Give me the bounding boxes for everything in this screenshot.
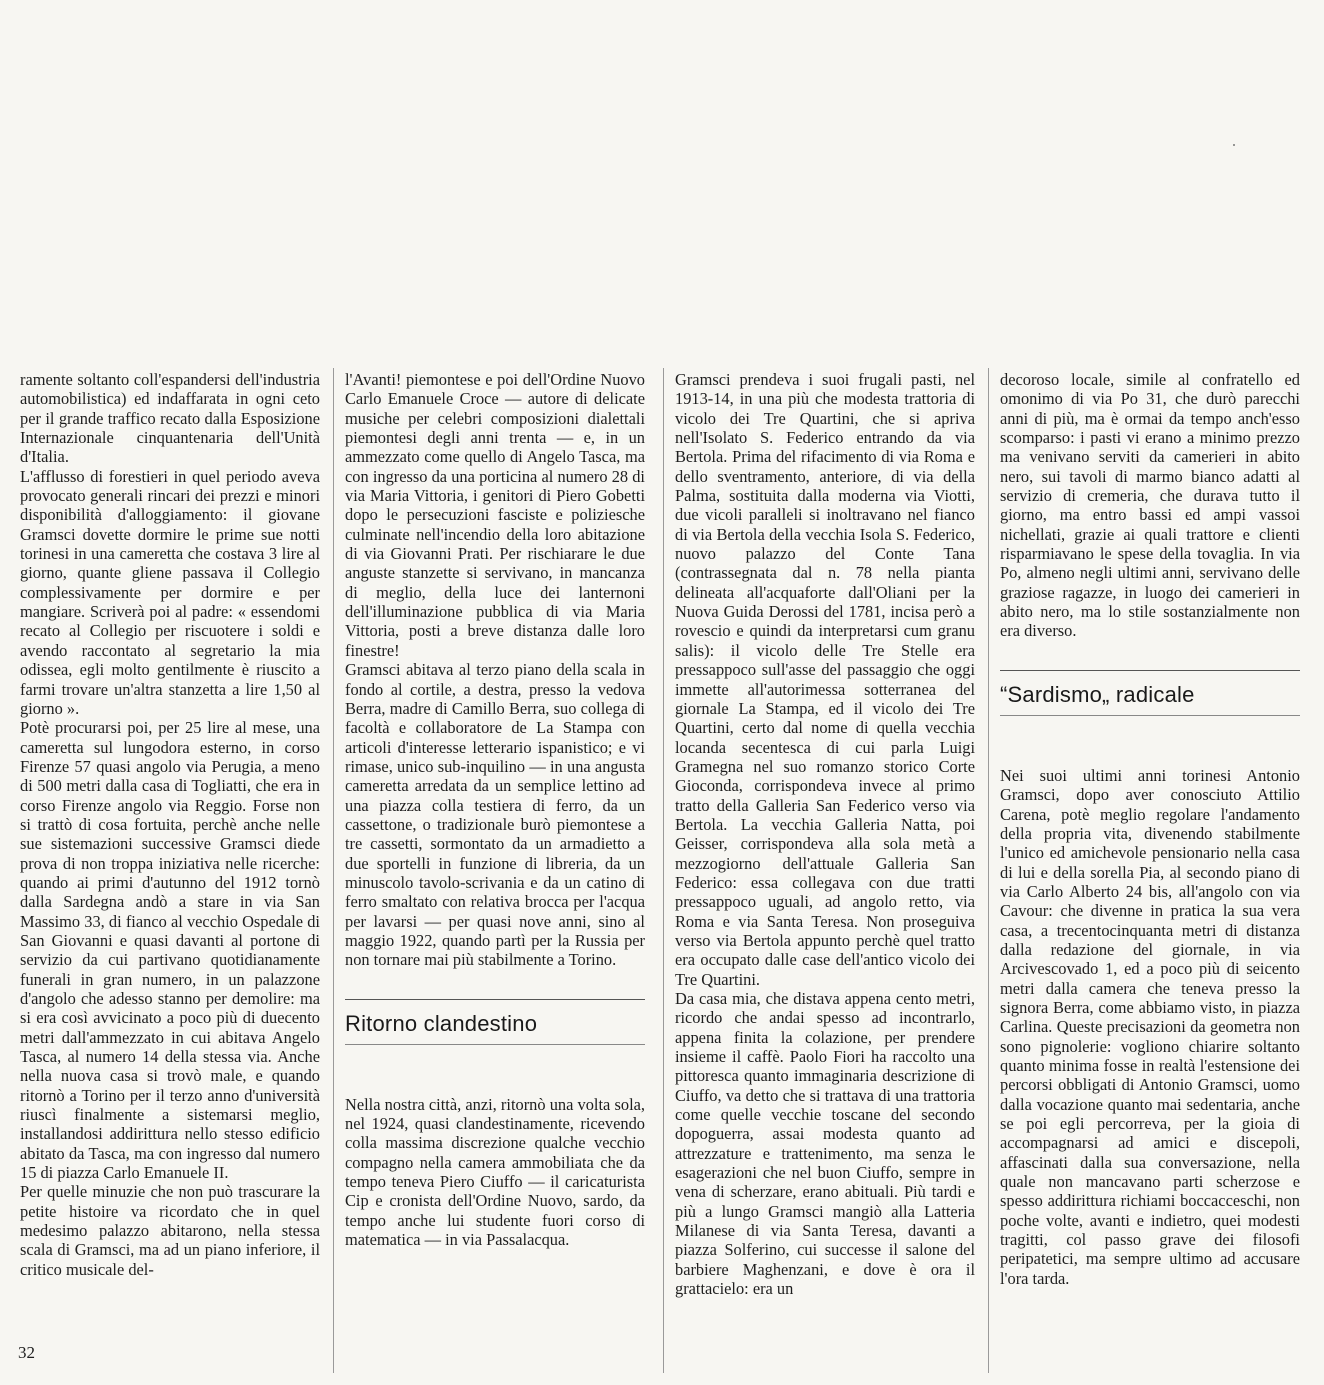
paragraph: decoroso locale, simile al confratello ed omonimo di via Po 31, che durò parecchi anni di più, ma è ormai da tempo anch'esso scomparso: i pasti vi erano a minimo prezzo ma venivano serviti da camerieri in abito nero, sui tavoli di marmo bianco adatti al servizio di cremeria, che durava tutto il giorno, ma entro bassi ed ampi vassoi nichellati, grazie ai quali trattore e clienti risparmiavano le spese della tovaglia. In via Po, almeno negli ultimi anni, servivano delle graziose ragazze, in luogo dei camerieri in abito nero, ma lo stile sostanzialmente non era diverso. [1000,370,1300,641]
section-heading-block [1000,670,1300,716]
column-4 [1000,370,1300,1288]
section-heading-sardismo: “Sardismo„ radicale [1000,681,1195,707]
paragraph: ramente soltanto coll'espandersi dell'industria automobilistica) ed indaffarata in ogni ceto per il grande traffico recato dalla Esposizione Internazionale cinquantenaria dell'Unità d'Italia. [20,370,320,467]
scan-speck [1233,144,1235,146]
column-3 [675,370,975,1299]
column-divider [663,368,664,1373]
section-heading-ritorno: Ritorno clandestino [345,1010,538,1036]
paragraph: Nella nostra città, anzi, ritornò una volta sola, nel 1924, quasi clandestinamente, ricevendo colla massima discrezione qualche vecchio compagno nella camera ammobiliata che da tempo teneva Piero Ciuffo — il caricaturista Cip e cronista dell'Ordine Nuovo, sardo, da tempo anche lui studente fuori corso di matematica — in via Passalacqua. [345,1094,645,1250]
paragraph: Gramsci abitava al terzo piano della scala in fondo al cortile, a destra, presso la vedova Berra, madre di Camillo Berra, suo collega di facoltà e collaboratore de La Stampa con articoli d'interesse letterario ispanistico; e vi rimase, unico sub-inquilino — in una angusta cameretta arredata da un semplice lettino ad una piazza colla testiera di ferro, da un cassettone, o tradizionale burò piemontese a tre cassetti, sormontato da un armadietto a due sportelli in funzione di libreria, da un minuscolo tavolo-scrivania e da un catino di ferro smaltato con relativa brocca per l'acqua per lavarsi — per quasi nove anni, sino al maggio 1922, quando partì per la Russia per non tornare mai più stabilmente a Torino. [345,660,645,970]
column-divider [333,368,334,1373]
paragraph: L'afflusso di forestieri in quel periodo aveva provocato generali rincari dei prezzi e minori disponibilità d'alloggiamento: il giovane Gramsci dovette dormire le prime sue notti torinesi in una cameretta che costava 3 lire al giorno, quante gliene passava il Collegio complessivamente per dormire e per mangiare. Scriverà poi al padre: « essendomi recato al Collegio per riscuotere i soldi e avendo raccontato al segretario la mia odissea, egli molto gentilmente è riuscito a farmi trovare un'altra stanzetta a lire 1,50 al giorno ». [20,466,320,718]
section-heading-block [345,999,645,1045]
paragraph: Potè procurarsi poi, per 25 lire al mese, una cameretta sul lungodora esterno, in corso Firenze 57 quasi angolo via Perugia, a meno di 500 metri dalla casa di Togliatti, che era in corso Firenze angolo via Reggio. Forse non si trattò di cosa fortuita, perchè anche nelle sue sistemazioni successive Gramsci diede prova di non troppa iniziativa nelle ricerche: quando ai primi d'autunno del 1912 tornò dalla Sardegna andò a stare in via San Massimo 33, di fianco al vecchio Ospedale di San Giovanni e quasi davanti al portone di servizio da cui partivano quotidianamente funerali in gran numero, in un palazzone d'angolo che adesso stanno per demolire: ma si era così avvicinato a poco più di duecento metri dall'ammezzato in cui abitava Angelo Tasca, al numero 14 della stessa via. Anche nella nuova casa si trovò male, e quando ritornò a Torino per il terzo anno d'università riuscì finalmente a sistemarsi meglio, installandosi addirittura nello stesso edificio abitato da Tasca, ma con ingresso dal numero 15 di piazza Carlo Emanuele II. [20,718,320,1183]
paragraph: Nei suoi ultimi anni torinesi Antonio Gramsci, dopo aver conosciuto Attilio Carena, potè meglio regolare l'andamento della propria vita, divenendo stabilmente l'unico ed amichevole pensionario nella casa di lui e della sorella Pia, al secondo piano di via Carlo Alberto 24 bis, all'angolo con via Cavour: che divenne in pratica la sua vera casa, a trecentocinquanta metri di distanza dalla redazione del giornale, in via Arcivescovado 1, ed a poco più di seicento metri dalla camera che teneva presso la signora Berra, come abbiamo visto, in piazza Carlina. Queste precisazioni da geometra non sono pignolerie: vogliono chiarire soltanto quanto minima fosse in realtà l'estensione dei percorsi obbligati di Antonio Gramsci, uomo dalla vocazione quanto mai sedentaria, anche se poi egli percorreva, per la gioia di accompagnarsi ad amici e discepoli, affascinati dalla sua conversazione, nella quale non mancavano parti scherzose e spesso addirittura richiami boccacceschi, non poche volte, avanti e indietro, quei modesti tragitti, col passo grave dei filosofi peripatetici, ma sempre ultimo ad accusare l'ora tarda. [1000,765,1300,1288]
paragraph: Da casa mia, che distava appena cento metri, ricordo che andai spesso ad incontrarlo, appena finita la colazione, per prendere insieme il caffè. Paolo Fiori ha raccolto una pittoresca quanto immaginaria descrizione di Ciuffo, va detto che si trattava di una trattoria come quelle vecchie toscane del secondo dopoguerra, assai modesta quanto ad attrezzature e trattenimento, ma senza le esagerazioni che nel buon Ciuffo, sempre in vena di scherzare, erano abituali. Più tardi e più a lungo Gramsci mangiò alla Latteria Milanese di via Santa Teresa, davanti a piazza Solferino, cui successe il salone del barbiere Maghenzani, e dove è ora il grattacielo: era un [675,989,975,1299]
paragraph: l'Avanti! piemontese e poi dell'Ordine Nuovo Carlo Emanuele Croce — autore di delicate musiche per celebri composizioni dialettali piemontesi degli anni trenta — e, in un ammezzato come quello di Angelo Tasca, ma con ingresso da una porticina al numero 28 di via Maria Vittoria, i genitori di Piero Gobetti dopo le persecuzioni fasciste e poliziesche culminate nell'incendio della loro abitazione di via Giovanni Prati. Per rischiarare le due anguste stanzette si servivano, in mancanza di meglio, della luce dei lanternoni dell'illuminazione pubblica di via Maria Vittoria, posti a breve distanza dalle loro finestre! [345,370,645,660]
column-divider [988,368,989,1373]
column-1 [20,370,320,1279]
heading-rule [1000,715,1300,716]
page-number: 32 [18,1343,35,1362]
column-2 [345,370,645,1249]
paragraph: Per quelle minuzie che non può trascurare la petite histoire va ricordato che in quel medesimo palazzo abitarono, nella stessa scala di Gramsci, ma ad un piano inferiore, il critico musicale del- [20,1182,320,1279]
heading-rule [345,1044,645,1045]
paragraph: Gramsci prendeva i suoi frugali pasti, nel 1913-14, in una più che modesta trattoria di vicolo dei Tre Quartini, che si apriva nell'Isolato S. Federico entrando da via Bertola. Prima del rifacimento di via Roma e dello sventramento, anteriore, di via della Palma, sostituita dalla moderna via Viotti, due vicoli paralleli si inoltravano nel fianco di via Bertola della vecchia Isola S. Federico, nuovo palazzo del Conte Tana (contrassegnata dal n. 78 nella pianta delineata all'acquaforte dall'Oliani per la Nuova Guida Derossi del 1781, incisa però a rovescio e quindi da interpretarsi cum granu salis): il vicolo delle Tre Stelle era pressappoco sull'asse del passaggio che oggi immette all'autorimessa sotterranea del giornale La Stampa, ed il vicolo dei Tre Quartini, certo dal nome di quella vecchia locanda secentesca di cui parla Luigi Gramegna nel suo romanzo storico Corte Gioconda, corrispondeva invece al primo tratto della Galleria San Federico verso via Bertola. La vecchia Galleria Natta, poi Geisser, corrispondeva alla sola metà a mezzogiorno dell'attuale Galleria San Federico: essa collegava con due tratti pressappoco uguali, ad angolo retto, via Roma e via Santa Teresa. Non proseguiva verso via Bertola appunto perchè quel tratto era occupato dalle case dell'antico vicolo dei Tre Quartini. [675,370,975,989]
